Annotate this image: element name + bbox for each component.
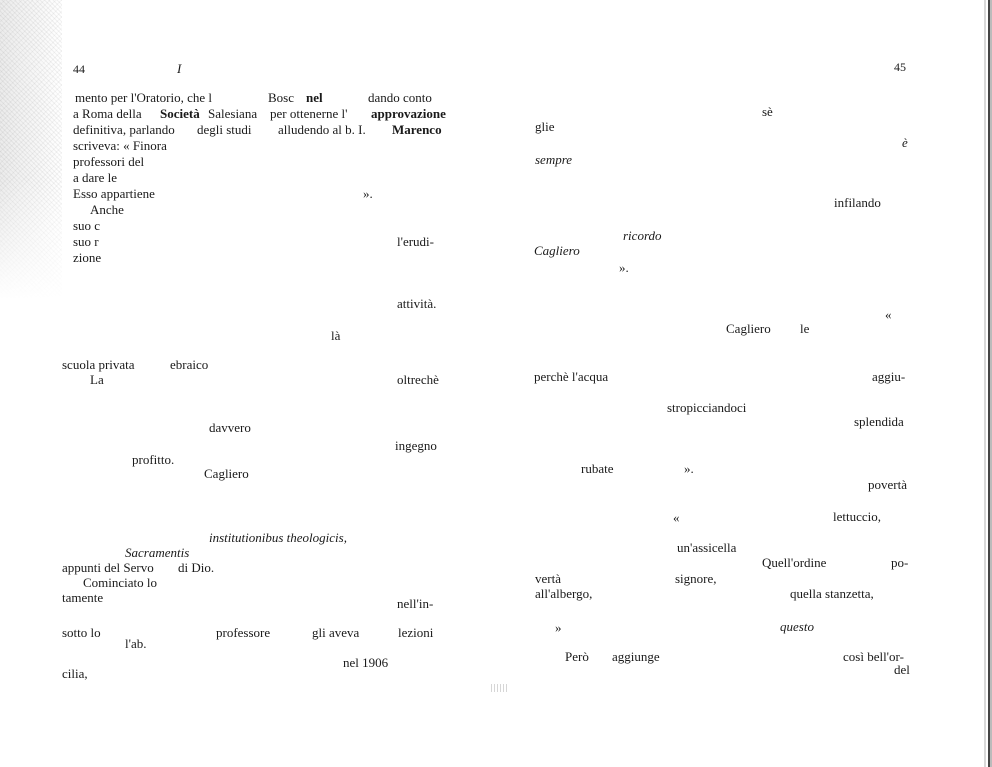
text-fragment: ». <box>363 186 373 201</box>
text-fragment: Cagliero <box>204 466 249 481</box>
text-fragment: zione <box>73 250 102 265</box>
text-fragment: profitto. <box>132 452 175 467</box>
text-fragment: sè <box>762 104 773 119</box>
text-fragment: Quell'ordine <box>762 555 827 570</box>
text-fragment: è <box>902 135 908 150</box>
text-fragment: Cagliero <box>534 243 580 258</box>
text-fragment: le <box>800 321 810 336</box>
text-fragment: Esso appartiene <box>73 186 155 201</box>
text-fragment: rubate <box>581 461 614 476</box>
text-fragment: ». <box>684 461 694 476</box>
text-fragment: sempre <box>535 152 573 167</box>
text-fragment: « <box>673 510 680 525</box>
text-fragment: mento per l'Oratorio, che l <box>75 90 212 105</box>
text-fragment: quella stanzetta, <box>790 586 874 601</box>
text-fragment: Cominciato lo <box>83 575 158 590</box>
text-fragment: stropicciandoci <box>667 400 747 415</box>
text-fragment: lezioni <box>398 625 434 640</box>
text-fragment: Però <box>565 649 589 664</box>
text-fragment: Bosc <box>268 90 294 105</box>
text-fragment: lettuccio, <box>833 509 882 524</box>
text-fragment: Anche <box>90 202 124 217</box>
text-fragment: professore <box>216 625 271 640</box>
text-fragment: perchè l'acqua <box>534 369 609 384</box>
text-fragment: aggiunge <box>612 649 660 664</box>
text-fragment: degli studi <box>197 122 252 137</box>
text-fragment: questo <box>780 619 814 634</box>
text-fragment: l'ab. <box>125 636 147 651</box>
text-fragment: nel <box>306 90 323 105</box>
text-fragment: a Roma della <box>73 106 142 121</box>
text-fragment: approvazione <box>371 106 446 121</box>
text-fragment: institutionibus theologicis, <box>209 530 347 545</box>
text-fragment: professori del <box>73 154 145 169</box>
text-fragment: nell'in- <box>397 596 434 611</box>
text-fragment: infilando <box>834 195 881 210</box>
text-fragment: po- <box>891 555 909 570</box>
text-fragment: glie <box>535 119 555 134</box>
text-fragment: suo c <box>73 218 101 233</box>
text-fragment: Società <box>160 106 200 121</box>
text-fragment: davvero <box>209 420 251 435</box>
text-fragment: ingegno <box>395 438 437 453</box>
text-fragment: appunti del Servo <box>62 560 154 575</box>
text-fragment: tamente <box>62 590 104 605</box>
right-page <box>496 0 992 767</box>
text-fragment: splendida <box>854 414 904 429</box>
scan-edge-right <box>978 0 992 767</box>
page-number-left: 44 <box>73 62 85 76</box>
text-fragment: di Dio. <box>178 560 215 575</box>
page-number-right: 45 <box>894 60 906 74</box>
text-fragment: del <box>894 662 910 677</box>
text-fragment: « <box>885 307 892 322</box>
text-fragment: un'assicella <box>677 540 737 555</box>
running-header-left: I <box>177 61 182 76</box>
text-fragment: all'albergo, <box>535 586 593 601</box>
text-fragment: scriveva: « Finora <box>73 138 167 153</box>
text-fragment: là <box>331 328 341 343</box>
text-fragment: signore, <box>675 571 717 586</box>
text-fragment: a dare le <box>73 170 118 185</box>
text-fragment: per ottenerne l' <box>270 106 348 121</box>
text-fragment: Salesiana <box>208 106 258 121</box>
text-fragment: oltrechè <box>397 372 439 387</box>
text-fragment: Sacramentis <box>125 545 190 560</box>
text-fragment: povertà <box>868 477 907 492</box>
text-fragment: cilia, <box>62 666 88 681</box>
text-fragment: dando conto <box>368 90 432 105</box>
text-fragment: suo r <box>73 234 99 249</box>
text-fragment: vertà <box>535 571 561 586</box>
text-fragment: ebraico <box>170 357 209 372</box>
text-fragment: così bell'or- <box>843 649 904 664</box>
text-fragment: nel 1906 <box>343 655 389 670</box>
text-fragment: gli aveva <box>312 625 360 640</box>
text-fragment: » <box>555 620 562 635</box>
text-fragment: aggiu- <box>872 369 906 384</box>
text-fragment: sotto lo <box>62 625 101 640</box>
text-fragment: Cagliero <box>726 321 771 336</box>
text-fragment: ricordo <box>623 228 662 243</box>
gutter-mark <box>491 684 509 692</box>
text-fragment: Marenco <box>392 122 442 137</box>
text-fragment: La <box>90 372 104 387</box>
text-fragment: scuola privata <box>62 357 135 372</box>
text-fragment: definitiva, parlando <box>73 122 175 137</box>
text-fragment: l'erudi- <box>397 234 434 249</box>
text-fragment: alludendo al b. I. <box>278 122 366 137</box>
text-fragment: ». <box>619 260 629 275</box>
text-fragment: attività. <box>397 296 437 311</box>
